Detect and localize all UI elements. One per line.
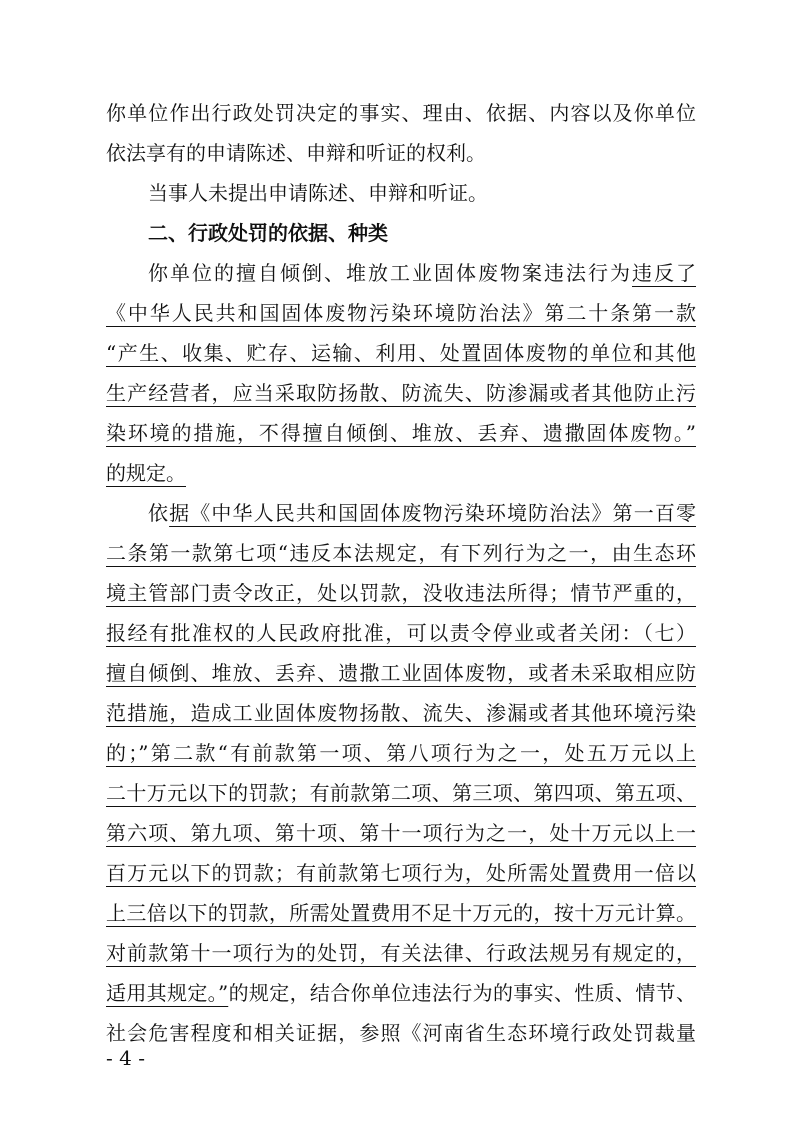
text-line: 擅自倾倒、堆放、丢弃、遗撒工业固体废物，或者未采取相应防 bbox=[106, 661, 696, 685]
text-line: 依法享有的申请陈述、申辩和听证的权利。 bbox=[106, 141, 486, 165]
text-line: 的规定。 bbox=[106, 461, 186, 485]
text-line: 境主管部门责令改正，处以罚款，没收违法所得；情节严重的， bbox=[106, 581, 696, 605]
text-line: 你单位作出行政处罚决定的事实、理由、依据、内容以及你单位 bbox=[106, 101, 696, 125]
text-line: 范措施，造成工业固体废物扬散、流失、渗漏或者其他环境污染 bbox=[106, 701, 696, 725]
text-line: 二条第一款第七项“违反本法规定，有下列行为之一，由生态环 bbox=[106, 541, 696, 565]
text-line: 适用其规定。”的规定，结合你单位违法行为的事实、性质、情节、 bbox=[106, 981, 696, 1005]
text-line: “产生、收集、贮存、运输、利用、处置固体废物的单位和其他 bbox=[106, 341, 696, 365]
text-line: 的；”第二款“有前款第一项、第八项行为之一，处五万元以上 bbox=[106, 741, 696, 765]
text-line: 染环境的措施，不得擅自倾倒、堆放、丢弃、遗撒固体废物。” bbox=[106, 421, 696, 445]
text-line: 百万元以下的罚款；有前款第七项行为，处所需处置费用一倍以 bbox=[106, 861, 696, 885]
text-line: 二十万元以下的罚款；有前款第二项、第三项、第四项、第五项、 bbox=[106, 781, 696, 805]
text-line: 报经有批准权的人民政府批准，可以责令停业或者关闭：（七） bbox=[106, 621, 696, 645]
text-line: 《中华人民共和国固体废物污染环境防治法》第二十条第一款 bbox=[106, 301, 696, 325]
text-line: 当事人未提出申请陈述、申辩和听证。 bbox=[148, 181, 488, 205]
text-line: 生产经营者，应当采取防扬散、防流失、防渗漏或者其他防止污 bbox=[106, 381, 696, 405]
text-line: 社会危害程度和相关证据，参照《河南省生态环境行政处罚裁量 bbox=[106, 1021, 696, 1045]
text-line: 上三倍以下的罚款，所需处置费用不足十万元的，按十万元计算。 bbox=[106, 901, 696, 925]
text-line: 第六项、第九项、第十项、第十一项行为之一，处十万元以上一 bbox=[106, 821, 696, 845]
text-line: 对前款第十一项行为的处罚，有关法律、行政法规另有规定的， bbox=[106, 941, 696, 965]
section-heading: 二、行政处罚的依据、种类 bbox=[148, 221, 388, 245]
text-line: 你单位的擅自倾倒、堆放工业固体废物案违法行为违反了 bbox=[148, 261, 696, 285]
text-line: 依据《中华人民共和国固体废物污染环境防治法》第一百零 bbox=[148, 501, 696, 525]
page-number: - 4 - bbox=[106, 1046, 145, 1070]
